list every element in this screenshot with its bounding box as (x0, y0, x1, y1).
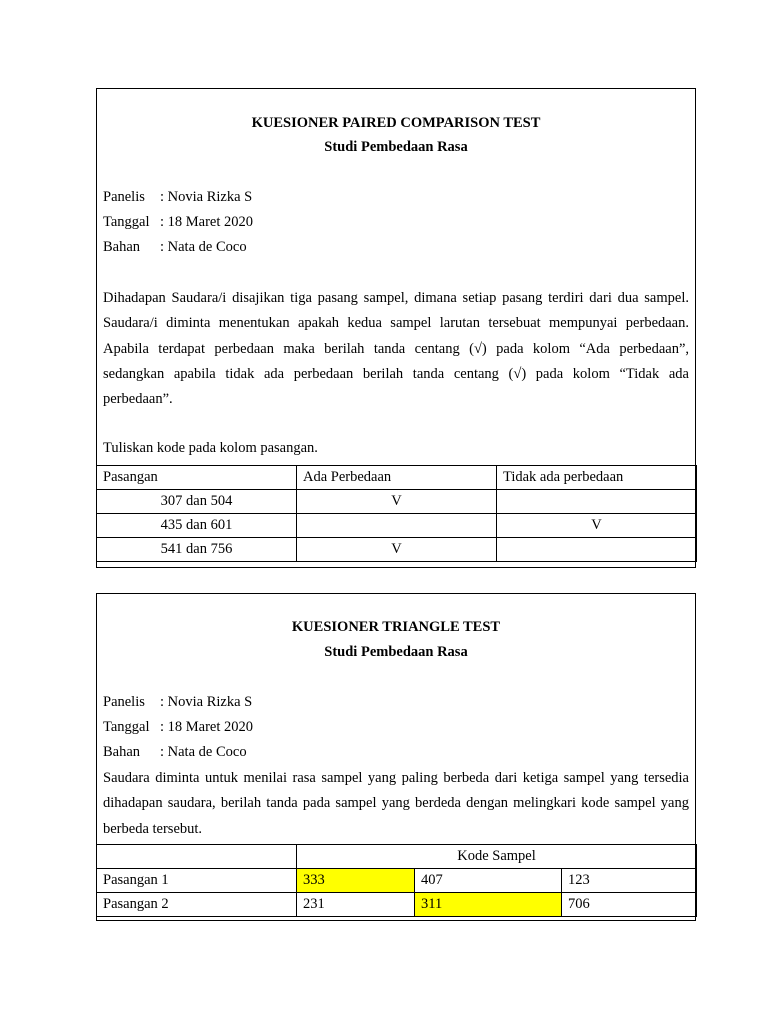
table-row (97, 514, 697, 538)
sample-code[interactable]: 706 (562, 893, 697, 917)
tidak-ada-perbedaan-cell[interactable] (497, 538, 697, 562)
pasangan-label: Pasangan 1 (97, 869, 297, 893)
paired-instruction: Dihadapan Saudara/i disajikan tiga pasang sampel, dimana setiap pasang terdiri dari dua sampel. Saudara/i diminta menentukan apakah kedua sampel larutan tersebuat mempunyai perbedaan. Apabila terdapat perbedaan maka berilah tanda centang (√) pada kolom “Ada perbedaan”, sedangkan apabila tidak ada perbedaan berilah tanda centang (√) pada kolom “Tidak ada perbedaan”. (103, 290, 689, 408)
triangle-test-form (96, 593, 696, 921)
pasangan-label: Pasangan 2 (97, 893, 297, 917)
paired-panelis (103, 189, 252, 206)
sample-code[interactable]: 123 (562, 869, 697, 893)
table-header-row (97, 845, 697, 869)
sample-code[interactable]: 407 (415, 869, 562, 893)
sample-code[interactable]: 231 (297, 893, 415, 917)
table-row (97, 490, 697, 514)
header-kode-sampel: Kode Sampel (297, 845, 697, 869)
ada-perbedaan-cell[interactable] (297, 514, 497, 538)
tanggal-label: Tanggal (103, 214, 150, 230)
paired-subtitle: Studi Pembedaan Rasa (324, 139, 468, 155)
tanggal-value: : 18 Maret 2020 (160, 214, 254, 230)
header-tidak-ada-perbedaan: Tidak ada perbedaan (497, 466, 697, 490)
triangle-instruction: Saudara diminta untuk menilai rasa sampel yang paling berbeda dari ketiga sampel yang tersedia dihadapan saudara, berilah tanda pada sampel yang berdeda dengan melingkari kode sampel yang berbeda tersebut. (103, 770, 689, 837)
header-empty-cell (97, 845, 297, 869)
ada-perbedaan-cell[interactable]: V (297, 538, 497, 562)
pair-code: 541 dan 756 (97, 538, 297, 562)
pair-code: 435 dan 601 (97, 514, 297, 538)
triangle-table (96, 844, 697, 917)
triangle-bahan (103, 744, 247, 761)
bahan-label: Bahan (103, 744, 141, 760)
tidak-ada-perbedaan-cell[interactable] (497, 490, 697, 514)
tanggal-label: Tanggal (103, 719, 150, 735)
table-row (97, 538, 697, 562)
sample-code-highlighted[interactable]: 333 (297, 869, 415, 893)
panelis-label: Panelis (103, 189, 145, 205)
header-ada-perbedaan: Ada Perbedaan (297, 466, 497, 490)
paired-title: KUESIONER PAIRED COMPARISON TEST (251, 115, 541, 131)
paired-table (96, 465, 697, 562)
table-header-row (97, 466, 697, 490)
table-row (97, 893, 697, 917)
tanggal-value: : 18 Maret 2020 (160, 719, 254, 735)
triangle-panelis (103, 694, 252, 711)
bahan-label: Bahan (103, 239, 141, 255)
paired-tanggal (103, 214, 253, 231)
triangle-title: KUESIONER TRIANGLE TEST (291, 619, 501, 635)
sample-code-highlighted[interactable]: 311 (415, 893, 562, 917)
pair-code: 307 dan 504 (97, 490, 297, 514)
paired-bahan (103, 239, 247, 256)
panelis-label: Panelis (103, 694, 145, 710)
triangle-tanggal (103, 719, 253, 736)
panelis-value: : Novia Rizka S (160, 694, 253, 710)
paired-note: Tuliskan kode pada kolom pasangan. (103, 440, 318, 456)
paired-comparison-form (96, 88, 696, 568)
triangle-subtitle: Studi Pembedaan Rasa (324, 644, 468, 660)
bahan-value: : Nata de Coco (160, 744, 247, 760)
header-pasangan: Pasangan (97, 466, 297, 490)
bahan-value: : Nata de Coco (160, 239, 247, 255)
ada-perbedaan-cell[interactable]: V (297, 490, 497, 514)
table-row (97, 869, 697, 893)
tidak-ada-perbedaan-cell[interactable]: V (497, 514, 697, 538)
panelis-value: : Novia Rizka S (160, 189, 253, 205)
